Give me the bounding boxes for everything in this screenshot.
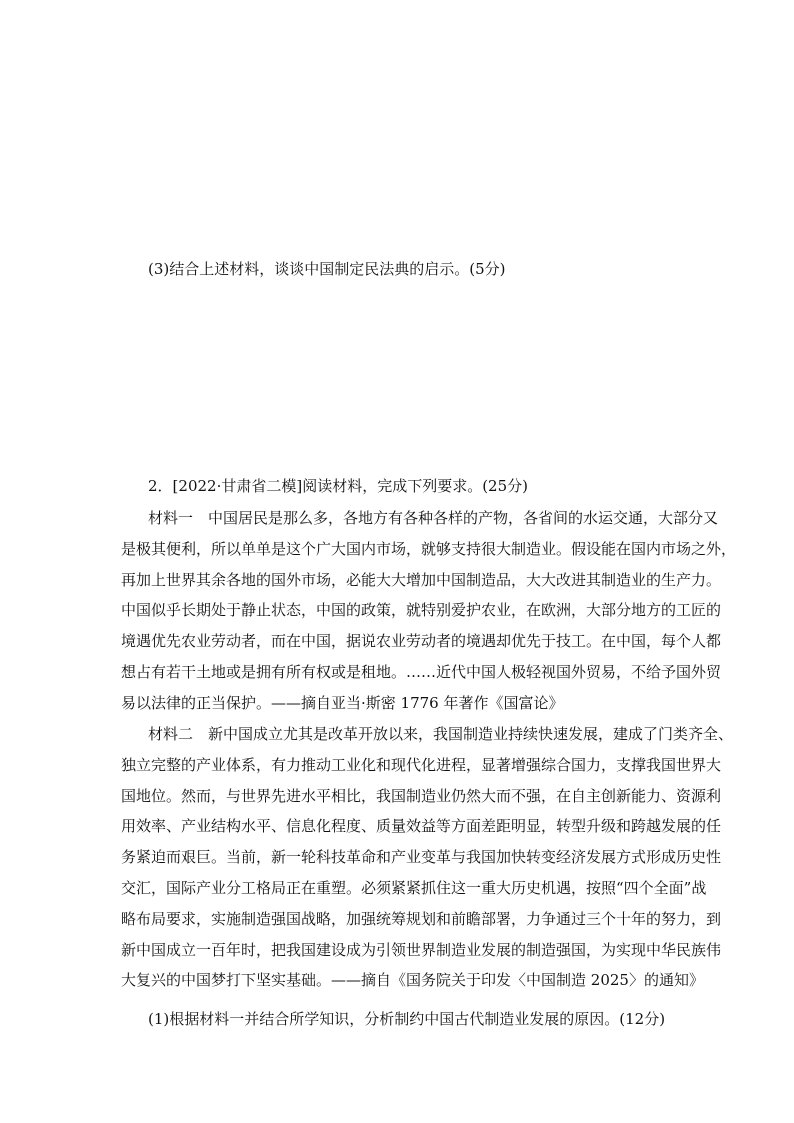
material-1-line: 是极其便利，所以单单是这个广大国内市场，就够支持很大制造业。假设能在国内市场之外， xyxy=(121,539,737,558)
material-2-line: 务紧迫而艰巨。当前，新一轮科技革命和产业变革与我国加快转变经济发展方式形成历史性 xyxy=(121,848,722,867)
material-2-line: 新中国成立一百年时，把我国建设成为引领世界制造业发展的制造强国，为实现中华民族伟 xyxy=(121,940,722,959)
material-1-line: 再加上世界其余各地的国外市场，必能大大增加中国制造品，大大改进其制造业的生产力。 xyxy=(121,570,722,589)
material-2-line: 国地位。然而，与世界先进水平相比，我国制造业仍然大而不强，在自主创新能力、资源利 xyxy=(121,786,722,805)
material-2-line: 用效率、产业结构水平、信息化程度、质量效益等方面差距明显，转型升级和跨越发展的任 xyxy=(121,817,722,836)
material-1-line: 易以法律的正当保护。——摘自亚当·斯密 1776 年著作《国富论》 xyxy=(121,693,564,712)
material-2-line: 略布局要求，实施制造强国战略，加强统筹规划和前瞻部署，力争通过三个十年的努力，到 xyxy=(121,909,722,928)
material-1-line: 材料一 中国居民是那么多，各地方有各种各样的产物，各省间的水运交通，大部分又 xyxy=(148,509,719,527)
material-1-line: 想占有若干土地或是拥有所有权或是租地。……近代中国人极轻视国外贸易，不给予国外贸 xyxy=(121,662,722,681)
material-2-line: 材料二 新中国成立尤其是改革开放以来，我国制造业持续快速发展，建成了门类齐全、 xyxy=(148,725,734,743)
material-1-line: 境遇优先农业劳动者，而在中国，据说农业劳动者的境遇却优先于技工。在中国，每个人都 xyxy=(121,632,722,651)
material-2-line: 独立完整的产业体系，有力推动工业化和现代化进程，显著增强综合国力，支撑我国世界大 xyxy=(121,755,722,774)
question-2-header: 2．[2022·甘肃省二模]阅读材料，完成下列要求。(25分) xyxy=(148,477,528,495)
material-1-line: 中国似乎长期处于静止状态，中国的政策，就特别爱护农业，在欧洲，大部分地方的工匠的 xyxy=(121,601,722,620)
material-1 xyxy=(121,503,737,719)
material-2 xyxy=(121,719,734,996)
material-2-line: 交汇，国际产业分工格局正在重塑。必须紧紧抓住这一重大历史机遇，按照“四个全面”战 xyxy=(121,878,707,897)
question-1: (1)根据材料一并结合所学知识，分析制约中国古代制造业发展的原因。(12分) xyxy=(148,1010,666,1028)
question-3: (3)结合上述材料，谈谈中国制定民法典的启示。(5分) xyxy=(148,260,506,278)
material-2-line: 大复兴的中国梦打下坚实基础。——摘自《国务院关于印发〈中国制造 2025〉的通知》 xyxy=(121,971,704,990)
